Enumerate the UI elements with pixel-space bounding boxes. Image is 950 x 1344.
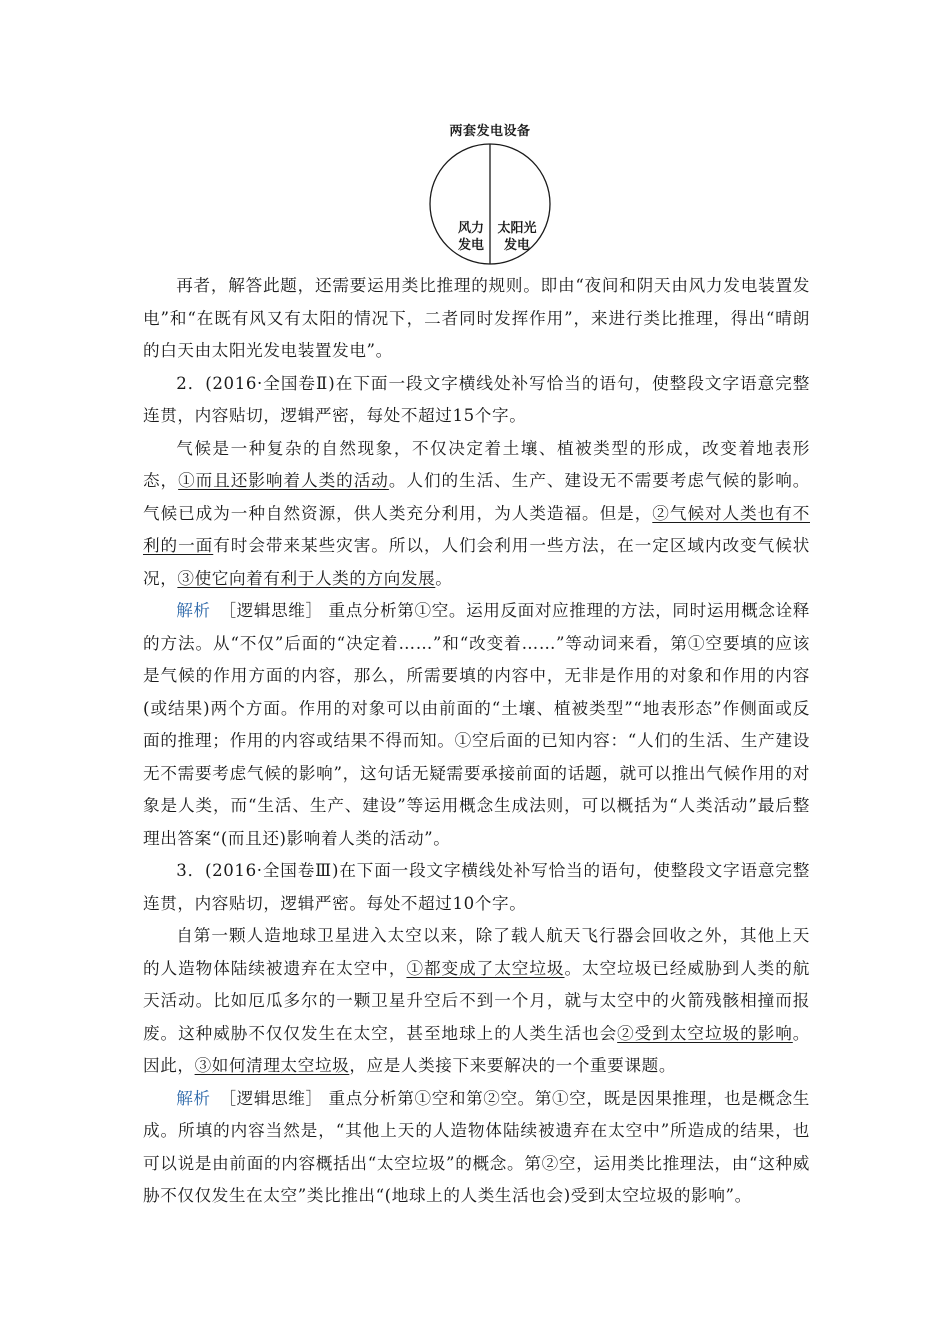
answer-blank-1: ①而且还影响着人类的活动 bbox=[178, 471, 389, 490]
diagram-right-label: 太阳光 发电 bbox=[497, 221, 537, 253]
question-2-stem: 2．(2016·全国卷Ⅱ)在下面一段文字横线处补写恰当的语句，使整段文字语意完整连贯，内容贴切，逻辑严密，每处不超过15个字。 bbox=[143, 373, 810, 425]
answer-blank-2: ②气候对人类也有不利的一面 bbox=[143, 503, 810, 555]
analysis-label: 解析 bbox=[176, 1088, 211, 1108]
question-3-analysis: 解析 ［逻辑思维］ 重点分析第①空和第②空。第①空，既是因果推理，也是概念生成。所填的内容当然是，“其他上天的人造物体陆续被遗弃在太空中”所造成的结果，也可以说是由前面的内容概括出“太空垃圾”的概念。第②空，运用类比推理法，由“这种威胁不仅仅发生在太空”类比推出“(地球上的人类生活也会)受到太空垃圾的影响”。 bbox=[143, 1088, 810, 1205]
analysis-label: 解析 bbox=[176, 601, 211, 620]
answer-blank-3: ③使它向着有利于人类的方向发展 bbox=[177, 568, 436, 588]
diagram-title: 两套发电设备 bbox=[449, 124, 531, 139]
text-body bbox=[143, 270, 810, 1213]
paragraph-reasoning: 再者，解答此题，还需要运用类比推理的规则。即由“夜间和阴天由风力发电装置发电”和“在既有风又有太阳的情况下，二者同时发挥作用”，来进行类比推理，得出“晴朗的白天由太阳光发电装置发电”。 bbox=[143, 276, 810, 360]
question-3-stem: 3．(2016·全国卷Ⅲ)在下面一段文字横线处补写恰当的语句，使整段文字语意完整连贯，内容贴切，逻辑严密。每处不超过10个字。 bbox=[143, 861, 810, 913]
question-2-analysis: 解析 ［逻辑思维］ 重点分析第①空。运用反面对应推理的方法，同时运用概念诠释的方法。从“不仅”后面的“决定着……”和“改变着……”等动词来看，第①空要填的应该是气候的作用方面的内容，那么，所需要填的内容中，无非是作用的对象和作用的内容(或结果)两个方面。作用的对象可以由前面的“土壤、植被类型”“地表形态”作侧面或反面的推理；作用的内容或结果不得而知。①空后面的已知内容：“人们的生活、生产建设无不需要考虑气候的影响”，这句话无疑需要承接前面的话题，就可以推出气候作用的对象是人类，而“生活、生产、建设”等运用概念生成法则，可以概括为“人类活动”最后整理出答案“(而且还)影响着人类的活动”。 bbox=[143, 601, 810, 848]
answer-blank-1: ①都变成了太空垃圾 bbox=[406, 958, 565, 978]
diagram-left-label: 风力 发电 bbox=[457, 221, 484, 253]
circle-diagram bbox=[400, 118, 580, 268]
answer-blank-2: ②受到太空垃圾的影响 bbox=[617, 1023, 793, 1043]
question-2-passage: 气候是一种复杂的自然现象，不仅决定着土壤、植被类型的形成，改变着地表形态，①而且还影响着人类的活动。人们的生活、生产、建设无不需要考虑气候的影响。气候已成为一种自然资源，供人类充分利用，为人类造福。但是，②气候对人类也有不利的一面有时会带来某些灾害。所以，人们会利用一些方法，在一定区域内改变气候状况，③使它向着有利于人类的方向发展。 bbox=[143, 438, 810, 588]
question-3-passage: 自第一颗人造地球卫星进入太空以来，除了载人航天飞行器会回收之外，其他上天的人造物体陆续被遗弃在太空中，①都变成了太空垃圾。太空垃圾已经威胁到人类的航天活动。比如厄瓜多尔的一颗卫星升空后不到一个月，就与太空中的火箭残骸相撞而报废。这种威胁不仅仅发生在太空，甚至地球上的人类生活也会②受到太空垃圾的影响。因此，③如何清理太空垃圾，应是人类接下来要解决的一个重要课题。 bbox=[143, 926, 810, 1075]
answer-blank-3: ③如何清理太空垃圾 bbox=[194, 1056, 350, 1075]
power-equipment-diagram bbox=[400, 118, 580, 268]
